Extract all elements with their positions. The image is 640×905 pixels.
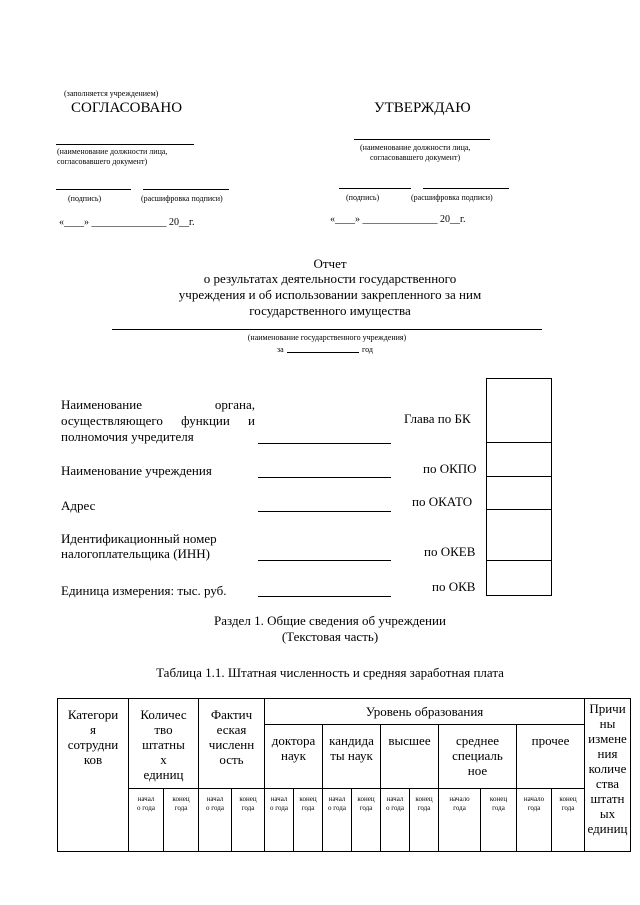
report-subtitle-1: о результатах деятельности государственного xyxy=(203,271,457,286)
report-subtitle-3: государственного имущества xyxy=(249,303,411,318)
col-education: Уровень образования xyxy=(265,699,585,725)
left-decode-line[interactable] xyxy=(143,189,229,190)
doctor-start: начал о года xyxy=(265,789,294,852)
secondary-start: начало года xyxy=(439,789,481,852)
actual-start: начал о года xyxy=(199,789,232,852)
edu-candidate: кандида ты наук xyxy=(323,725,381,789)
inn-line[interactable] xyxy=(258,560,391,561)
edu-secondary: среднее специаль ное xyxy=(439,725,517,789)
secondary-end: конец года xyxy=(481,789,517,852)
edu-doctor: доктора наук xyxy=(265,725,323,789)
code-cell-bk[interactable] xyxy=(487,379,551,443)
code-okato: по ОКАТО xyxy=(412,494,473,509)
unit-line[interactable] xyxy=(258,596,391,597)
section-subtitle: (Текстовая часть) xyxy=(281,629,379,644)
right-position-line[interactable] xyxy=(354,139,490,140)
code-okev: по ОКЕВ xyxy=(424,544,476,559)
code-okv: по ОКВ xyxy=(432,579,476,594)
institution-name-label: Наименование учреждения xyxy=(61,463,212,478)
staff-table xyxy=(57,698,631,852)
edu-other: прочее xyxy=(517,725,585,789)
section-title: Раздел 1. Общие сведения об учреждении xyxy=(214,613,446,628)
left-signature-caption: (подпись) xyxy=(68,194,102,203)
code-cell-okpo[interactable] xyxy=(487,443,551,477)
right-signature-caption: (подпись) xyxy=(346,193,380,202)
period-suffix: год xyxy=(362,345,373,354)
confirm-title: УТВЕРЖДАЮ xyxy=(374,100,471,116)
code-cell-okv[interactable] xyxy=(487,561,551,595)
code-okpo: по ОКПО xyxy=(423,461,477,476)
right-decode-caption: (расшифровка подписи) xyxy=(411,193,493,202)
left-position-caption-1: (наименование должности лица, xyxy=(57,147,168,156)
approved-title: СОГЛАСОВАНО xyxy=(71,100,183,116)
left-position-caption-2: согласовавшего документ) xyxy=(57,157,148,166)
right-date-line: «____» _______________ 20__г. xyxy=(330,214,466,225)
right-signature-line[interactable] xyxy=(339,188,411,189)
period-line[interactable] xyxy=(287,352,359,353)
quantity-end: конец года xyxy=(164,789,199,852)
right-position-caption-2: согласовавшего документ) xyxy=(370,153,461,162)
report-subtitle-2: учреждения и об использовании закрепленного за ним xyxy=(178,287,482,302)
actual-end: конец года xyxy=(232,789,265,852)
candidate-end: конец года xyxy=(352,789,381,852)
left-decode-caption: (расшифровка подписи) xyxy=(141,194,223,203)
left-date-line: «____» _______________ 20__г. xyxy=(59,217,195,228)
quantity-start: начал о года xyxy=(129,789,164,852)
founder-line[interactable] xyxy=(258,443,391,444)
founder-label-2: осуществляющего функции и xyxy=(61,413,255,428)
left-position-line[interactable] xyxy=(56,144,194,145)
other-end: конец года xyxy=(552,789,585,852)
left-signature-line[interactable] xyxy=(56,189,131,190)
col-quantity: Количес тво штатны х единиц xyxy=(129,699,199,789)
col-actual: Фактич еская численн ость xyxy=(199,699,265,789)
unit-label: Единица измерения: тыс. руб. xyxy=(61,583,227,598)
higher-start: начал о года xyxy=(381,789,410,852)
right-position-caption-1: (наименование должности лица, xyxy=(360,143,471,152)
report-title: Отчет xyxy=(313,256,347,271)
code-cell-okev[interactable] xyxy=(487,510,551,561)
right-decode-line[interactable] xyxy=(423,188,509,189)
table-title: Таблица 1.1. Штатная численность и средняя заработная плата xyxy=(156,665,504,680)
institution-name-line[interactable] xyxy=(258,477,391,478)
inn-label-2: налогоплательщика (ИНН) xyxy=(61,546,211,561)
institution-line[interactable] xyxy=(112,329,542,330)
filled-note: (заполняется учреждением) xyxy=(64,89,159,98)
address-line[interactable] xyxy=(258,511,391,512)
edu-higher: высшее xyxy=(381,725,439,789)
other-start: начало года xyxy=(517,789,552,852)
institution-caption: (наименование государственного учреждения) xyxy=(247,333,407,342)
founder-label-3: полномочия учредителя xyxy=(61,429,194,444)
founder-label-1: Наименование органа, xyxy=(61,397,255,412)
col-category: Категори я сотрудни ков xyxy=(58,699,129,852)
code-cell-okato[interactable] xyxy=(487,477,551,510)
code-box xyxy=(486,378,552,596)
address-label: Адрес xyxy=(61,498,96,513)
doctor-end: конец года xyxy=(294,789,323,852)
inn-label-1: Идентификационный номер xyxy=(61,531,217,546)
col-reasons: Причи ны измене ния количе ства штатн ых единиц xyxy=(585,699,631,852)
higher-end: конец года xyxy=(410,789,439,852)
code-bk: Глава по БК xyxy=(404,411,471,426)
candidate-start: начал о года xyxy=(323,789,352,852)
period-prefix: за xyxy=(277,345,284,354)
